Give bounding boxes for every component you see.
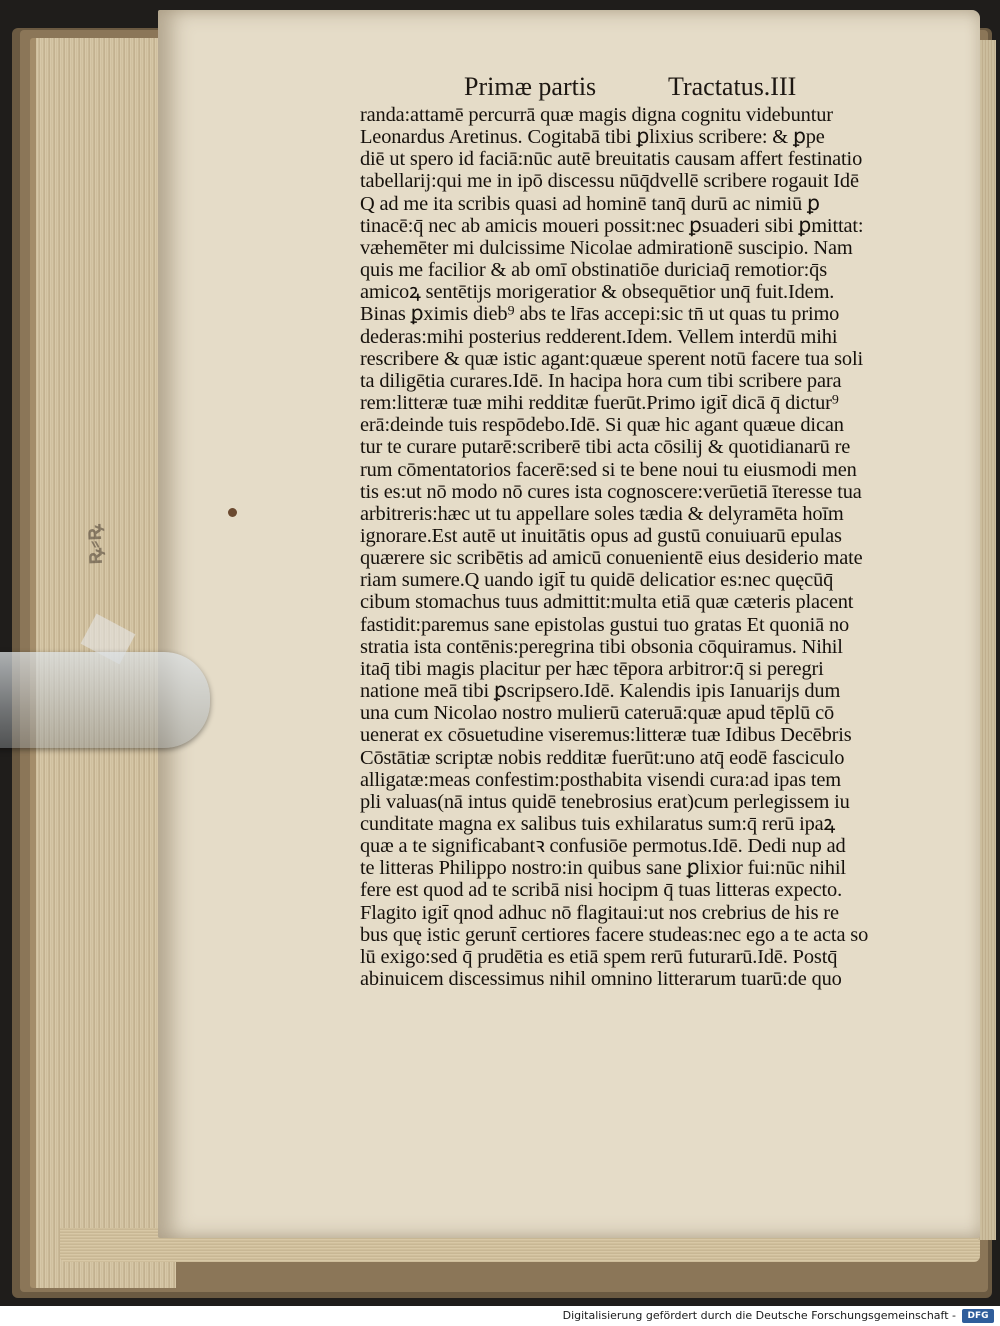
text-line: una cum Nicolao nostro mulierū cateruā:quæ apud tēplū cō	[360, 702, 835, 725]
text-line: te litteras Philippo nostro:in quibus sane ꝑlixior fui:nūc nihil	[360, 857, 846, 880]
text-line: itaq̄ tibi magis placitur per hæc tēpora arbitror:q̄ si peregri	[360, 657, 824, 680]
text-line: Leonardus Aretinus. Cogitabā tibi ꝑlixius scribere: & ꝑpe	[360, 126, 825, 149]
text-line: cibum stomachus tuus admittit:multa etiā quæ cæteris placent	[360, 591, 854, 614]
ink-dot	[228, 508, 237, 517]
text-line: riam sumere.Q uando igit̄ tu quidē delicatior es:nec quęcūq̄	[360, 569, 834, 592]
page-clip	[0, 652, 210, 748]
text-line: fere est quod ad te scribā nisi hocipm q̄ tuas litteras expecto.	[360, 879, 843, 902]
footer-credit: Digitalisierung gefördert durch die Deutsche Forschungsgemeinschaft -	[562, 1309, 956, 1322]
text-line: diē ut spero id faciā:nūc autē breuitatis causam affert festinatio	[360, 148, 863, 171]
text-line: dederas:mihi posterius redderent.Idem. Vellem interdū mihi	[360, 325, 838, 348]
text-line: quæ a te significabantꝛ confusiōe permotus.Idē. Dedi nup ad	[360, 835, 846, 858]
text-line: rum cōmentatorios facerē:sed si te bene noui tu eiusmodi men	[360, 458, 857, 481]
text-line: væhemēter mi dulcissime Nicolae admirationē suscipio. Nam	[360, 236, 853, 259]
show-through-text	[240, 944, 360, 1034]
text-line: amicoꝝ sentētijs morigeratior & obsequētior unq̄ fuit.Idem.	[360, 281, 835, 304]
text-line: natione meā tibi ꝑscripsero.Idē. Kalendis ipis Ianuarijs dum	[360, 680, 841, 703]
text-line: Flagito igit̄ qnod adhuc nō flagitaui:ut nos crebrius de his re	[360, 901, 839, 924]
text-line: fastidit:paremus sane epistolas gustui tuo gratas Et quoniā no	[360, 613, 850, 636]
right-page-edge	[978, 40, 996, 1240]
text-line: tur te curare putarē:scriberē tibi acta cōsilij & quotidianarū re	[360, 436, 851, 459]
text-line: ignorare.Est autē ut inuitātis opus ad gustū conuiuarū epulas	[360, 524, 842, 547]
dfg-logo: DFG	[962, 1309, 994, 1323]
text-line: bus quę istic gerunt̄ certiores facere studeas:nec ego a te acta so	[360, 923, 869, 946]
text-line: cunditate magna ex salibus tuis exhilaratus sum:q̄ rerū ipaꝝ	[360, 813, 836, 835]
text-line: pli valuas(nā intus quidē tenebrosius erat)cum perlegissem iu	[360, 790, 850, 813]
header-right: Tractatus.III	[668, 72, 797, 101]
header-left: Primæ partis	[464, 72, 597, 101]
text-line: randa:attamē percurrā quæ magis digna cognitu videbuntur	[360, 104, 833, 126]
text-line: Cōstātiæ scriptæ nobis redditæ fuerūt:uno atq̄ eodē fasciculo	[360, 746, 845, 769]
text-line: arbitreris:hæc ut tu appellare soles tædia & delyramēta hoīm	[360, 502, 844, 525]
text-line: lū exigo:sed q̄ prudētia es etiā spem rerū futurarū.Idē. Postq̄	[360, 945, 838, 968]
text-line: tabellarij:qui me in ipō discessu nūq̄dvellē scribere rogauit Idē	[360, 170, 859, 193]
text-line: rescribere & quæ istic agant:quæue sperent notū facere tua soli	[360, 347, 863, 370]
footer-bar	[0, 1306, 1000, 1326]
text-line: quis me facilior & ab omī obstinatiōe duriciaq̄ remotior:q̄s	[360, 259, 827, 282]
text-line: quærere sic scribētis ad amicū conuenientē eius desiderio mate	[360, 547, 863, 570]
text-line: tinacē:q̄ nec ab amicis moueri possit:nec ꝑsuaderi sibi ꝑmittat:	[360, 214, 864, 237]
text-line: stratia ista contēnis:peregrina tibi obsonia cōquiramus. Nihil	[360, 635, 843, 658]
text-line: erā:deinde tuis respōdebo.Idē. Si quæ hic agant quæue dican	[360, 414, 844, 437]
text-line: ta diligētia curares.Idē. In hacipa hora cum tibi scribere para	[360, 369, 842, 392]
text-line: Q ad me ita scribis quasi ad hominē tanq̄ durū ac nimiū ꝑ	[360, 192, 820, 215]
text-block	[360, 104, 912, 990]
ink-smudge: ꝶ⸗ꝶ	[80, 523, 108, 566]
text-line: alligatæ:meas confestim:posthabita visendi cura:ad ipas tem	[360, 768, 841, 791]
text-line: uenerat ex cōsuetudine viseremus:litteræ tuæ Idibus Decēbris	[360, 724, 852, 747]
text-line: tis es:ut nō modo nō cures ista cognoscere:verūetiā īteresse tua	[360, 480, 862, 503]
text-line: abinuicem discessimus nihil omnino litterarum tuarū:de quo	[360, 968, 842, 991]
text-line: Binas ꝑximis dieb⁹ abs te lr̄as accepi:sic tn̄ ut quas tu primo	[360, 303, 840, 326]
text-line: rem:litteræ tuæ mihi redditæ fuerūt.Primo igit̄ dicā q̄ dictur⁹	[360, 392, 839, 415]
